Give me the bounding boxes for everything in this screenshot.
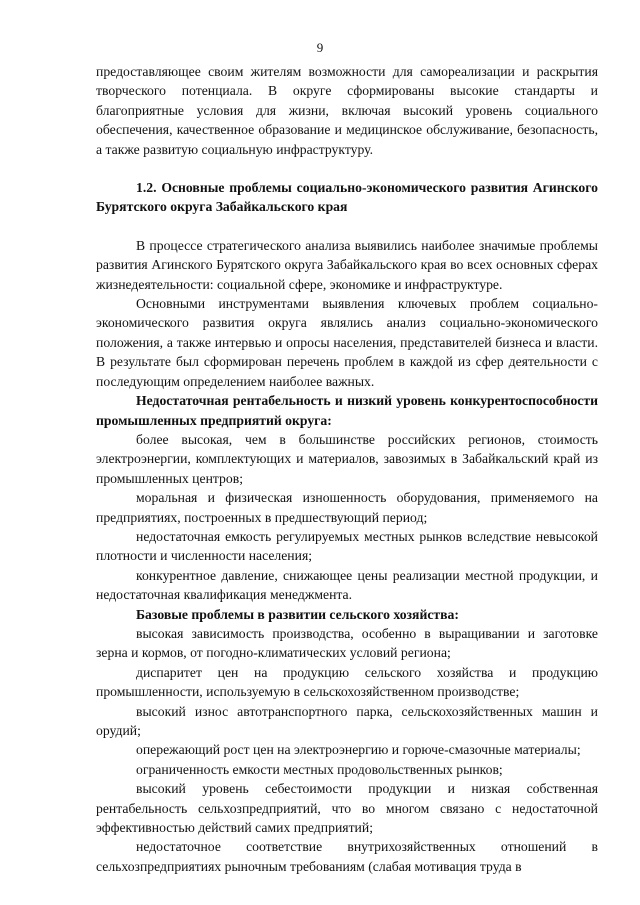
list-item: высокий уровень себестоимости продукции и низкая собственная рентабельность сельхозпредприятий, что во многом связано с недостаточной эффективностью действий самих предприятий; xyxy=(96,781,598,836)
list-item: конкурентное давление, снижающее цены реализации местной продукции, и недостаточная квалификация менеджмента. xyxy=(96,567,598,603)
list-item: более высокая, чем в большинстве российских регионов, стоимость электроэнергии, комплектующих и материалов, завозимых в Забайкальский край из промышленных центров; xyxy=(96,431,598,486)
paragraph-instruments: Основными инструментами выявления ключевых проблем социально-экономического развития округа являлись анализ социально-экономического положения, а также интервью и опросы населения, представителей бизнеса и власти. В результате был сформирован перечень проблем в каждой из сфер деятельности с последующим определением наиболее важных. xyxy=(96,296,598,389)
list-item: диспаритет цен на продукцию сельского хозяйства и продукцию промышленности, используемую в сельскохозяйственном производстве; xyxy=(96,664,598,700)
list-item: недостаточное соответствие внутрихозяйственных отношений в сельхозпредприятиях рыночным требованиям (слабая мотивация труда в xyxy=(96,839,598,874)
paragraph-continuation: предоставляющее своим жителям возможности для самореализации и раскрытия творческого потенциала. В округе сформированы высокие стандарты и благоприятные условия для жизни, включая высокий уровень социального обеспечения, качественное образование и медицинское обслуживание, безопасность, а также развитую социальную инфраструктуру. xyxy=(96,64,598,157)
problem-group-heading-industry: Недостаточная рентабельность и низкий уровень конкурентоспособности промышленных предприятий округа: xyxy=(96,393,598,428)
list-item: ограниченность емкости местных продовольственных рынков; xyxy=(136,761,503,777)
list-item: опережающий рост цен на электроэнергию и горюче-смазочные материалы; xyxy=(136,742,581,758)
page-body xyxy=(96,62,598,876)
list-item: высокий износ автотранспортного парка, сельскохозяйственных машин и орудий; xyxy=(96,703,598,738)
problem-group-heading-agriculture: Базовые проблемы в развитии сельского хозяйства: xyxy=(136,606,459,622)
paragraph-strategic-analysis: В процессе стратегического анализа выявились наиболее значимые проблемы развития Агинского Бурятского округа Забайкальского края во всех основных сферах жизнедеятельности: социальной сфере, экономике и инфраструктуре. xyxy=(96,237,598,292)
page-number: 9 xyxy=(316,40,324,55)
list-item: высокая зависимость производства, особенно в выращивании и заготовке зерна и кормов, от погодно-климатических условий региона; xyxy=(96,625,598,661)
list-item: моральная и физическая изношенность оборудования, применяемого на предприятиях, построенных в предшествующий период; xyxy=(96,490,598,525)
section-heading: 1.2. Основные проблемы социально-экономического развития Агинского Бурятского округа Забайкальского края xyxy=(96,180,598,215)
list-item: недостаточная емкость регулируемых местных рынков вследствие невысокой плотности и численности населения; xyxy=(96,528,598,564)
